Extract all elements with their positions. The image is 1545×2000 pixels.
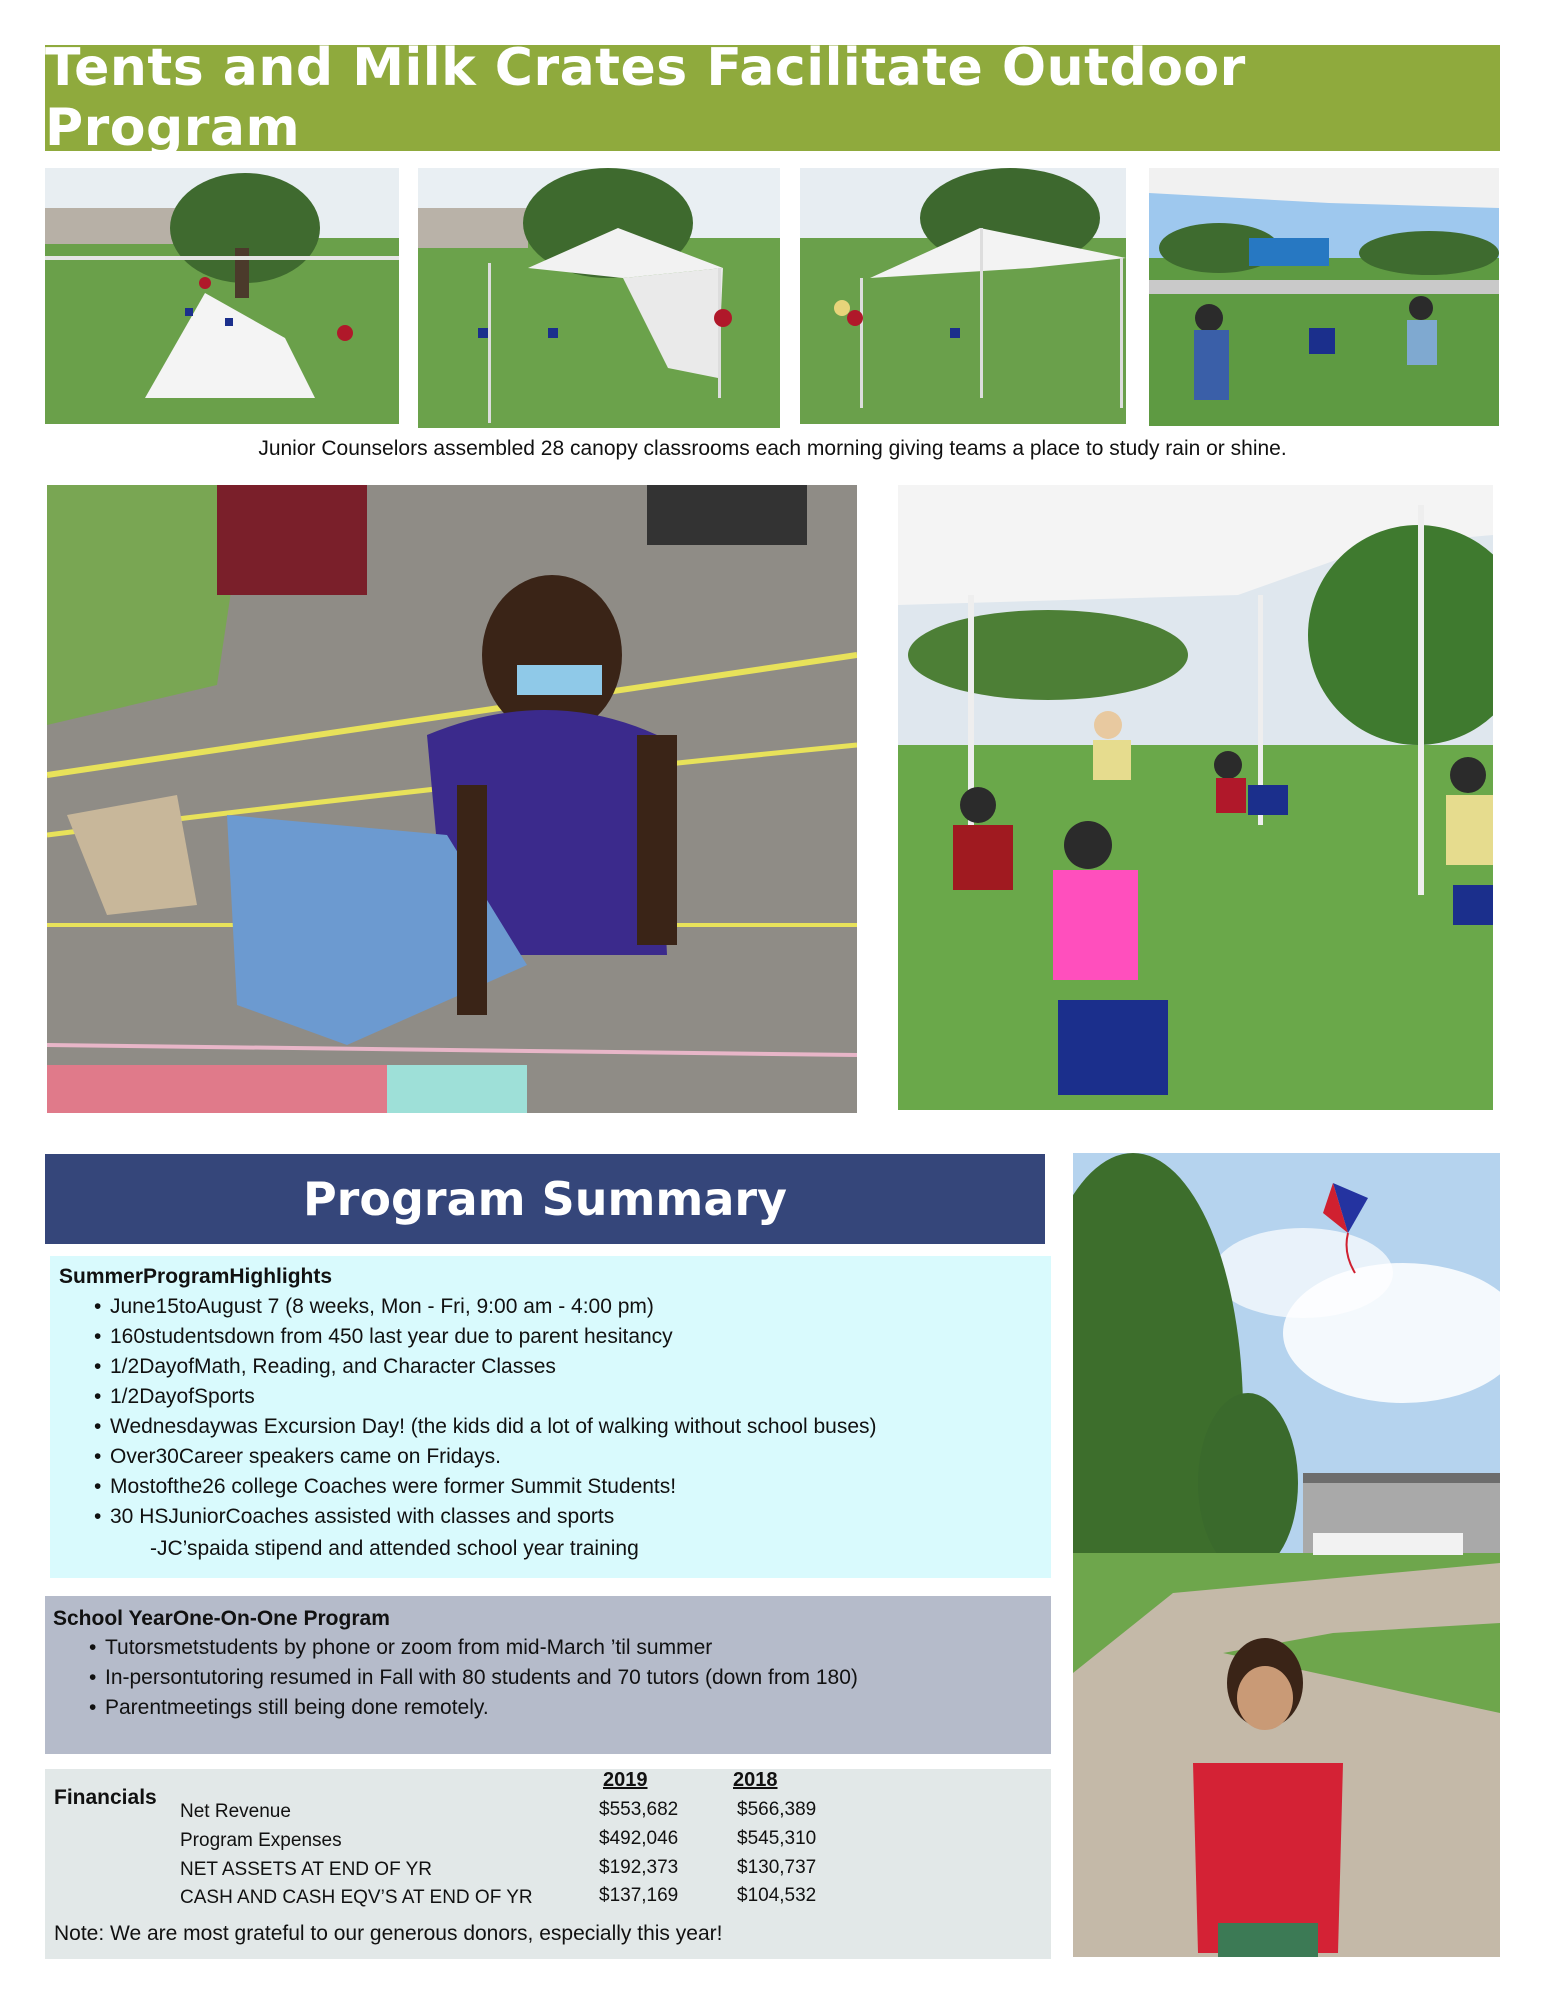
summer-highlights-panel (50, 1256, 1051, 1578)
financials-heading: Financials (54, 1786, 157, 1809)
list-item: • Over30Career speakers came on Fridays. (110, 1442, 877, 1472)
list-item: • Wednesdaywas Excursion Day! (the kids did a lot of walking without school buses) (110, 1412, 877, 1442)
photo-girl-with-kite (1073, 1153, 1500, 1957)
school-year-list (105, 1633, 858, 1723)
column-header-2019: 2019 (603, 1769, 648, 1791)
summer-highlights-list (110, 1292, 877, 1532)
fin-row-2018: $566,389 (737, 1799, 817, 1820)
fin-row-2019: $492,046 (599, 1828, 679, 1849)
photo-girl-with-chalk (47, 485, 857, 1113)
fin-row-label: NET ASSETS AT END OF YR (180, 1859, 433, 1880)
financials-panel (45, 1769, 1051, 1959)
school-year-panel (45, 1596, 1051, 1754)
list-item: • Mostofthe26 college Coaches were former Summit Students! (110, 1472, 877, 1502)
photo-caption: Junior Counselors assembled 28 canopy classrooms each morning giving teams a place to study rain or shine. (258, 437, 1287, 460)
junior-coach-subnote: -JC’spaida stipend and attended school year training (150, 1537, 639, 1560)
column-header-2018: 2018 (733, 1769, 778, 1791)
fin-row-2018: $130,737 (737, 1857, 817, 1878)
list-item: • 1/2DayofSports (110, 1382, 877, 1412)
photo-students-under-canopy (1149, 168, 1499, 426)
fin-row-label: CASH AND CASH EQV’S AT END OF YR (180, 1887, 533, 1908)
program-summary-title: Program Summary (45, 1154, 1045, 1244)
list-item: • In-persontutoring resumed in Fall with 80 students and 70 tutors (down from 180) (105, 1663, 858, 1693)
fin-row-2019: $137,169 (599, 1885, 679, 1906)
page-title: Tents and Milk Crates Facilitate Outdoor Program (45, 45, 1500, 151)
fin-row-2019: $192,373 (599, 1857, 679, 1878)
summer-highlights-heading: SummerProgramHighlights (59, 1265, 333, 1288)
list-item: • 1/2DayofMath, Reading, and Character Classes (110, 1352, 877, 1382)
fin-row-label: Program Expenses (180, 1830, 342, 1851)
list-item: • June15toAugust 7 (8 weeks, Mon - Fri, 9:00 am - 4:00 pm) (110, 1292, 877, 1322)
donor-note: Note: We are most grateful to our generous donors, especially this year! (54, 1922, 723, 1945)
list-item: • 30 HSJuniorCoaches assisted with classes and sports (110, 1502, 877, 1532)
fin-row-2018: $104,532 (737, 1885, 817, 1906)
list-item: • Parentmeetings still being done remotely. (105, 1693, 858, 1723)
list-item: • 160studentsdown from 450 last year due to parent hesitancy (110, 1322, 877, 1352)
fin-row-2018: $545,310 (737, 1828, 817, 1849)
photo-raising-tent (418, 168, 780, 428)
fin-row-2019: $553,682 (599, 1799, 679, 1820)
list-item: • Tutorsmetstudents by phone or zoom from mid-March ’til summer (105, 1633, 858, 1663)
photo-tent-on-ground (45, 168, 399, 424)
photo-canopy-study-group (898, 485, 1493, 1110)
photo-tent-frame (800, 168, 1126, 424)
school-year-heading: School YearOne-On-One Program (53, 1607, 390, 1630)
fin-row-label: Net Revenue (180, 1801, 291, 1822)
